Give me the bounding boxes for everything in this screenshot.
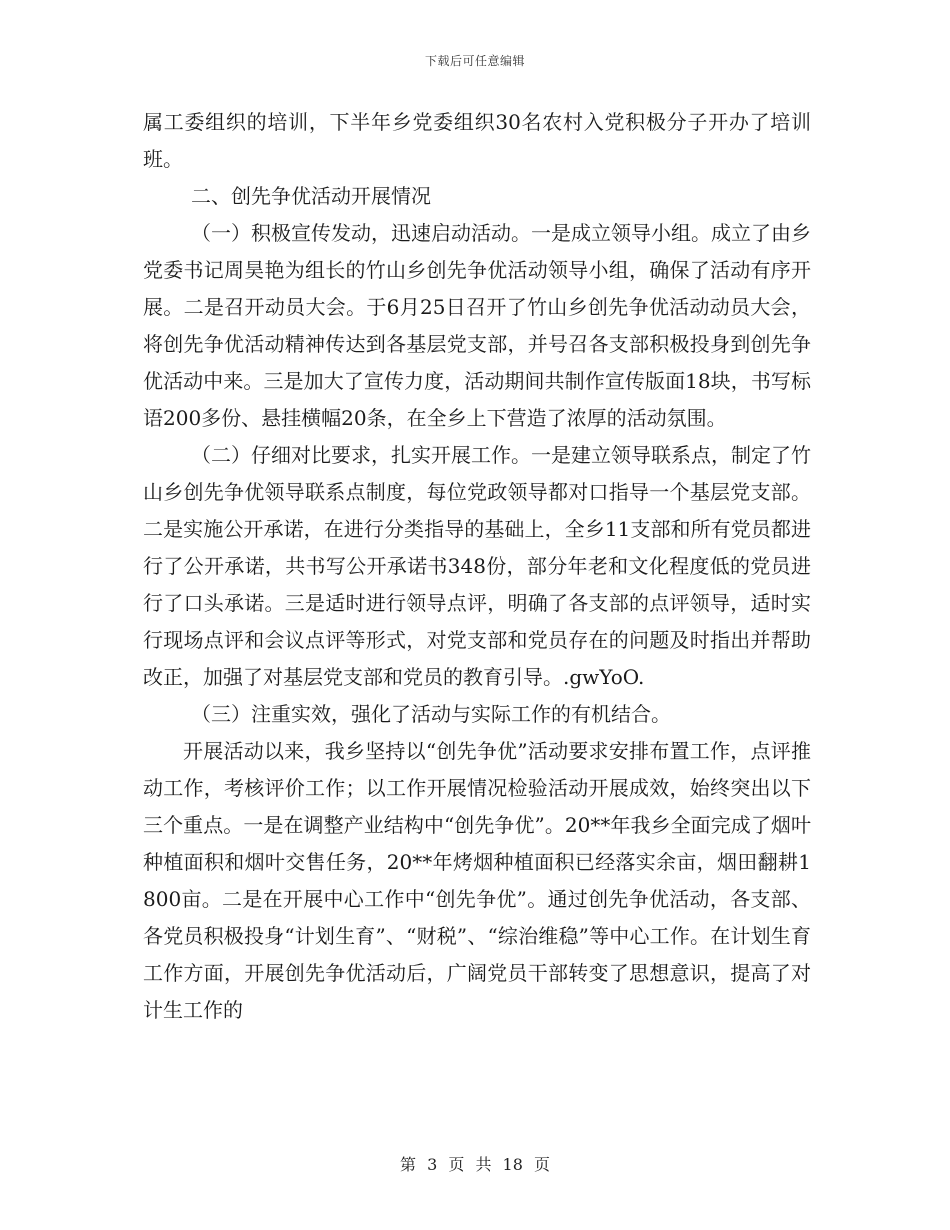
paragraph-continuation: 属工委组织的培训，下半年乡党委组织30名农村入党积极分子开办了培训班。 (143, 110, 811, 171)
page-header: 下载后可任意编辑 (424, 54, 525, 68)
page-footer: 第 3 页 共 18 页 (400, 1155, 550, 1174)
paragraph-subsection-3-body: 开展活动以来，我乡坚持以“创先争优”活动要求安排布置工作，点评推动工作，考核评价工作；以工作开展情况检验活动开展成效，始终突出以下三个重点。一是在调整产业结构中“创先争优”。20**年我乡全面完成了烟叶种植面积和烟叶交售任务，20**年烤烟种植面积已经落实余亩，烟田翻耕1800亩。二是在开展中心工作中“创先争优”。通过创先争优活动，各支部、各党员积极投身“计划生育”、“财税”、“综治维稳”等中心工作。在计划生育工作方面，开展创先争优活动后，广阔党员干部转变了思想意识，提高了对计生工作的 (143, 739, 811, 1022)
paragraph-subsection-3-heading: （三）注重实效，强化了活动与实际工作的有机结合。 (191, 702, 671, 726)
document-body (143, 104, 811, 1029)
paragraph-subsection-1: （一）积极宣传发动，迅速启动活动。一是成立领导小组。成立了由乡党委书记周昊艳为组长的竹山乡创先争优活动领导小组，确保了活动有序开展。二是召开动员大会。于6月25日召开了竹山乡创先争优活动动员大会，将创先争优活动精神传达到各基层党支部，并号召各支部积极投身到创先争优活动中来。三是加大了宣传力度，活动期间共制作宣传版面18块，书写标语200多份、悬挂横幅20条，在全乡上下营造了浓厚的活动氛围。 (143, 221, 811, 430)
paragraph-subsection-2: （二）仔细对比要求，扎实开展工作。一是建立领导联系点，制定了竹山乡创先争优领导联系点制度，每位党政领导都对口指导一个基层党支部。二是实施公开承诺，在进行分类指导的基础上，全乡11支部和所有党员都进行了公开承诺，共书写公开承诺书348份，部分年老和文化程度低的党员进行了口头承诺。三是适时进行领导点评，明确了各支部的点评领导，适时实行现场点评和会议点评等形式，对党支部和党员存在的问题及时指出并帮助改正，加强了对基层党支部和党员的教育引导。.gwYoO. (143, 443, 811, 689)
section-heading: 二、创先争优活动开展情况 (191, 184, 431, 208)
